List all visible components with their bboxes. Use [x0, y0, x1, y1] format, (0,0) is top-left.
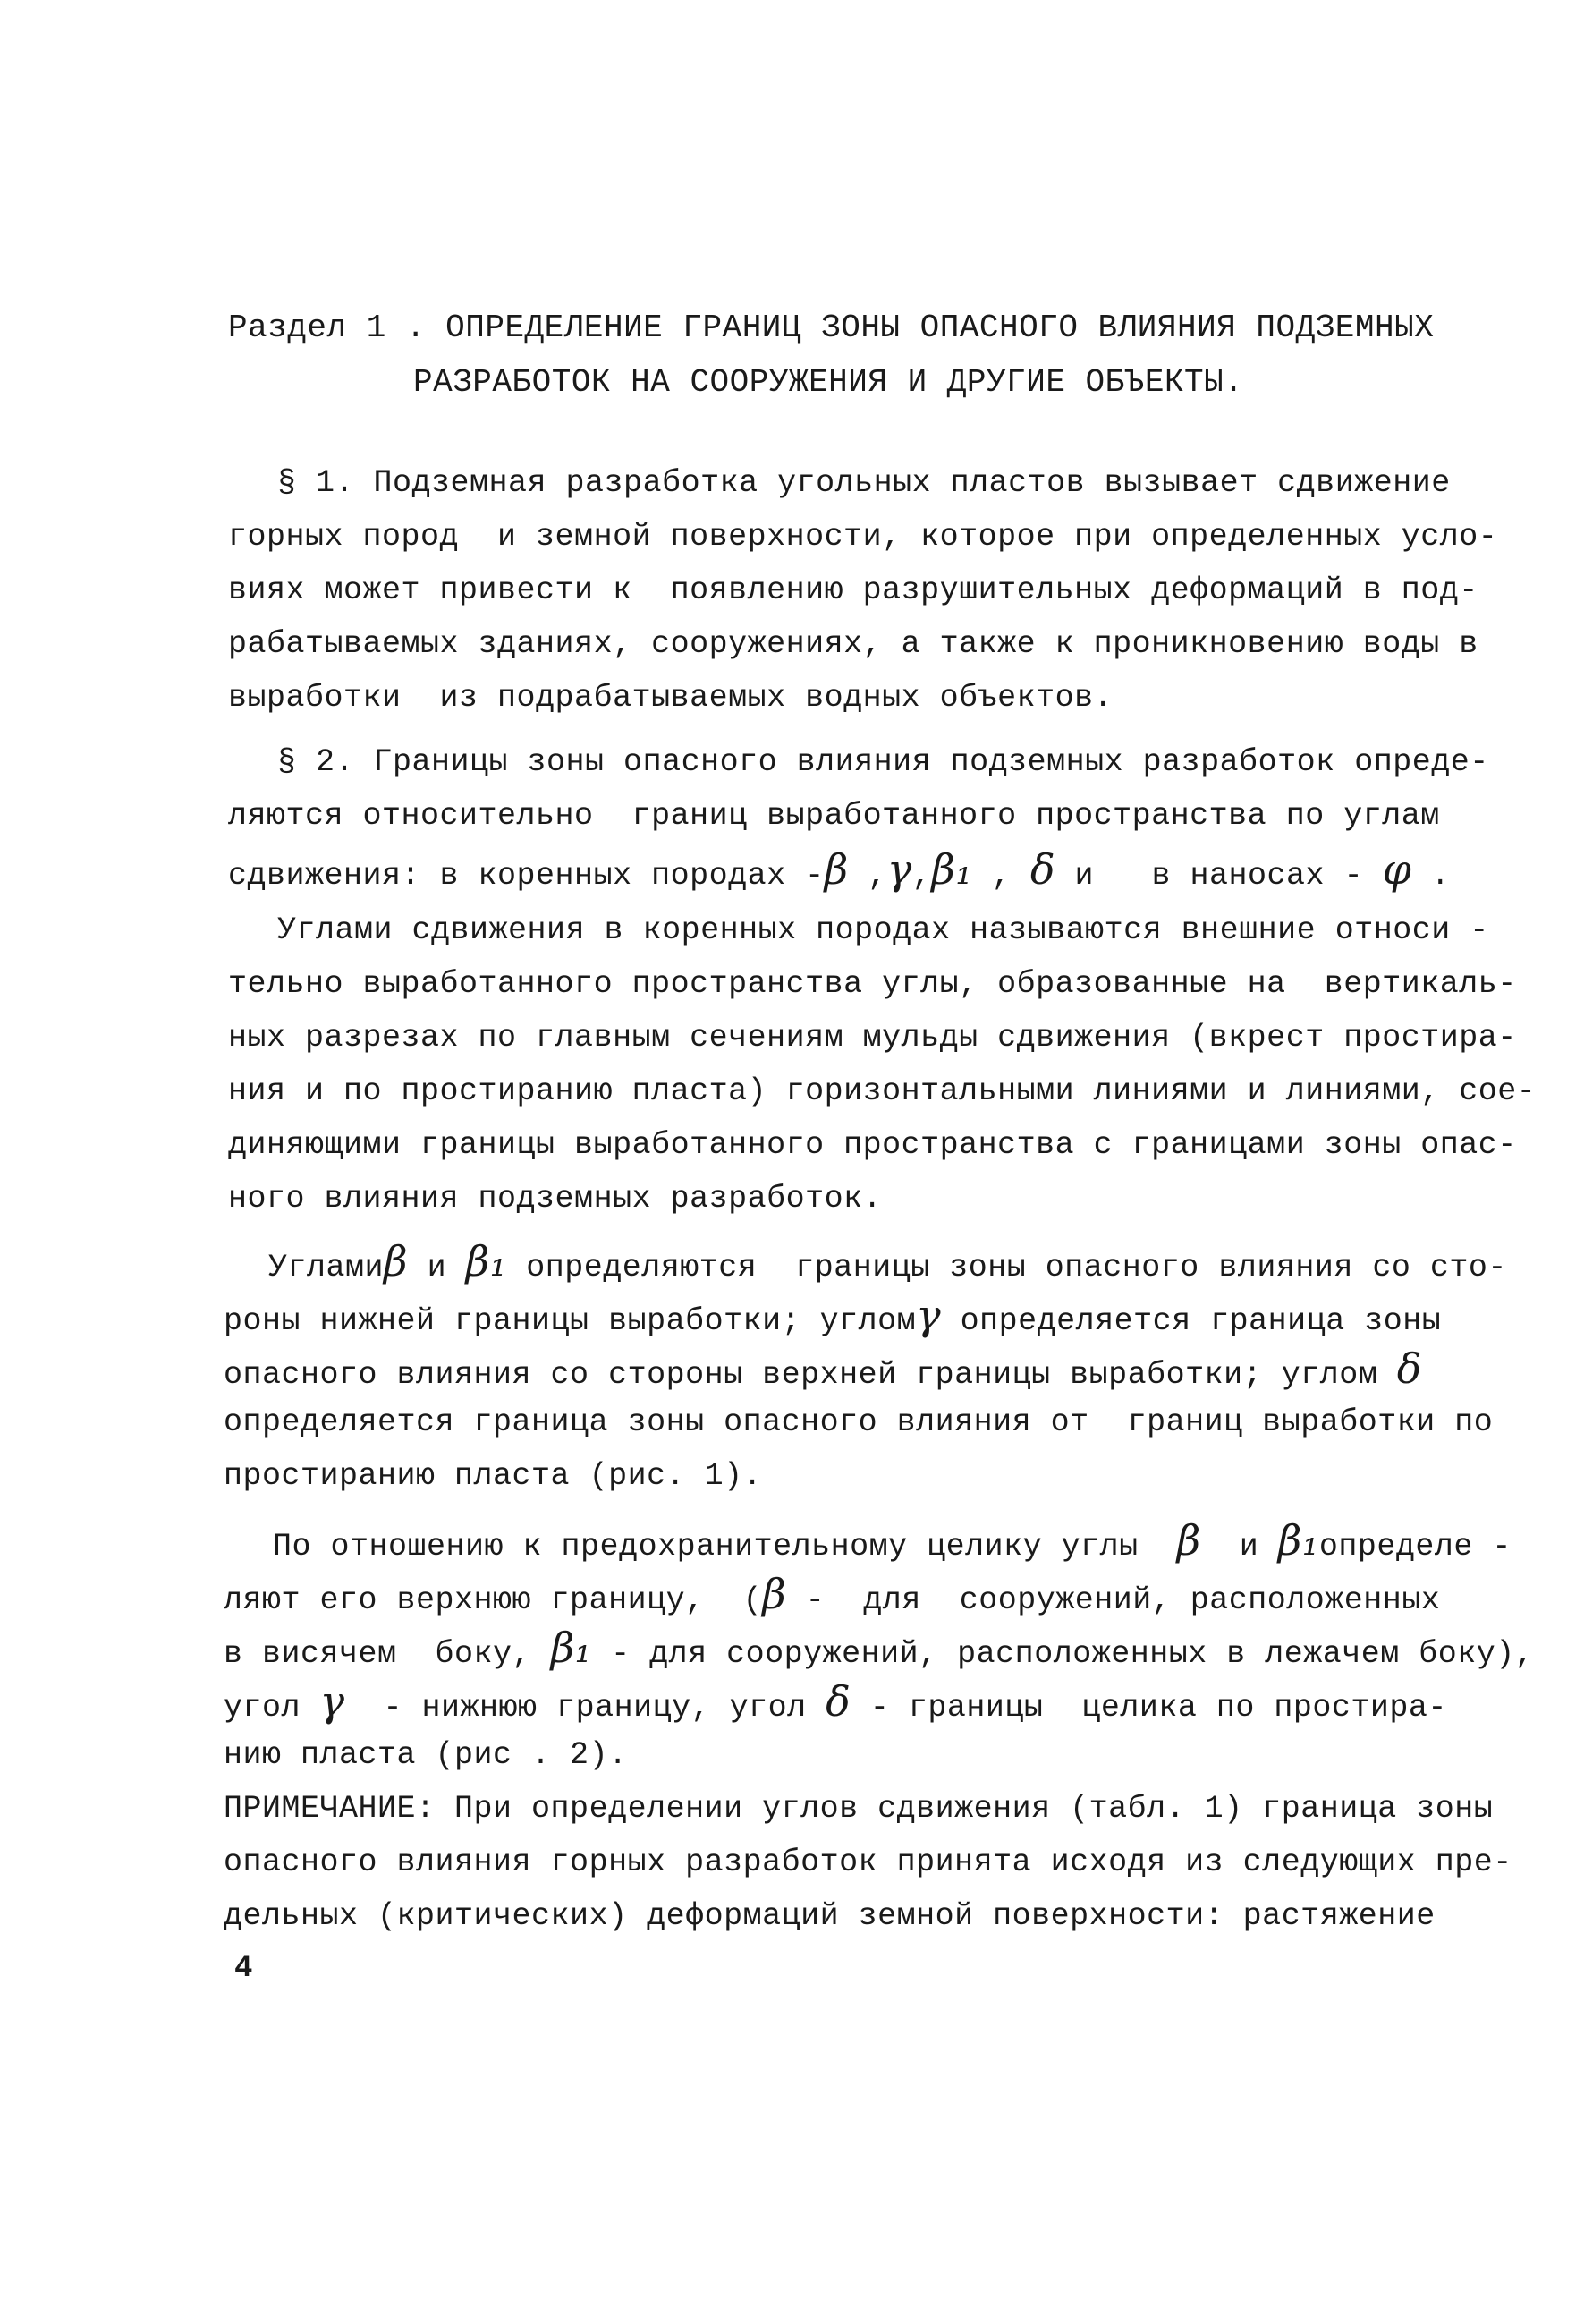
- para4-line: простиранию пласта (рис. 1).: [224, 1458, 763, 1494]
- beta-symbol: β: [1176, 1516, 1201, 1565]
- para3-line: ния и по простиранию пласта) горизонтальными линиями и линиями, сое-: [228, 1073, 1537, 1109]
- para2-line: § 2. Границы зоны опасного влияния подземных разработок опреде-: [277, 744, 1489, 780]
- gamma-symbol: γ: [916, 1291, 942, 1339]
- delta-symbol: δ: [826, 1677, 851, 1726]
- beta1-symbol: β₁: [550, 1624, 592, 1672]
- para5-line-with-symbols: [224, 1624, 1535, 1674]
- section-heading-line-1: Раздел 1 . ОПРЕДЕЛЕНИЕ ГРАНИЦ ЗОНЫ ОПАСНОГО ВЛИЯНИЯ ПОДЗЕМНЫХ: [228, 310, 1435, 346]
- delta-symbol: δ: [1396, 1344, 1422, 1393]
- para4-text: Углами: [268, 1250, 385, 1285]
- phi-symbol: φ: [1382, 845, 1412, 894]
- para4-line-with-symbols: [224, 1344, 1422, 1395]
- para5-line-with-symbols: [224, 1677, 1447, 1727]
- para3-line: тельно выработанного пространства углы, образованные на вертикаль-: [228, 966, 1517, 1002]
- para4-text: роны нижней границы выработки; углом: [224, 1303, 917, 1339]
- beta1-symbol: β₁: [931, 845, 973, 894]
- note-line: ПРИМЕЧАНИЕ: При определении углов сдвижения (табл. 1) граница зоны: [224, 1791, 1494, 1827]
- beta-symbol: β: [762, 1570, 787, 1618]
- para3-line: ного влияния подземных разработок.: [228, 1181, 883, 1217]
- para5-text: в висячем боку,: [224, 1636, 551, 1672]
- para4-text: определяются границы зоны опасного влияния со сто-: [506, 1250, 1507, 1285]
- para2-text: сдвижения: в коренных породах -: [228, 858, 825, 894]
- para5-line: нию пласта (рис . 2).: [224, 1737, 628, 1773]
- para5-text: угол: [224, 1690, 320, 1726]
- para4-line-with-symbols: [268, 1237, 1507, 1287]
- para5-text: По отношению к предохранительному целику углы: [273, 1529, 1177, 1565]
- beta1-symbol: β₁: [1277, 1516, 1319, 1565]
- para4-line: определяется граница зоны опасного влияния от границ выработки по: [224, 1404, 1494, 1440]
- beta-symbol: β: [384, 1237, 409, 1285]
- note-line: дельных (критических) деформаций земной поверхности: растяжение: [224, 1898, 1436, 1934]
- para3-line: ных разрезах по главным сечениям мульды сдвижения (вкрест простира-: [228, 1020, 1517, 1056]
- para5-text: ляют его верхнюю границу, (: [224, 1582, 763, 1618]
- para4-line-with-symbols: [224, 1291, 1442, 1341]
- separator: ,: [972, 858, 1012, 894]
- para5-text: - нижнюю границу, угол: [344, 1690, 826, 1726]
- para3-line: диняющими границы выработанного пространства с границами зоны опас-: [228, 1127, 1517, 1163]
- beta-symbol: β: [824, 845, 849, 894]
- para5-text: и: [1200, 1529, 1278, 1565]
- gamma-symbol: γ: [886, 845, 912, 894]
- delta-symbol: δ: [1029, 845, 1056, 894]
- para3-line: Углами сдвижения в коренных породах называются внешние относи -: [277, 912, 1489, 948]
- gamma-symbol: γ: [319, 1677, 345, 1726]
- para2-text: .: [1411, 858, 1451, 894]
- para5-text: - для сооружений, расположенных: [786, 1582, 1441, 1618]
- para1-line: рабатываемых зданиях, сооружениях, а также к проникновению воды в: [228, 626, 1478, 662]
- para2-line-with-symbols: [228, 845, 1451, 895]
- beta1-symbol: β₁: [465, 1237, 507, 1285]
- para5-text: определе -: [1318, 1529, 1512, 1565]
- para4-text: и: [408, 1250, 466, 1285]
- para5-text: - для сооружений, расположенных в лежачем боку),: [591, 1636, 1535, 1672]
- separator: ,: [911, 858, 932, 894]
- para4-text: опасного влияния со стороны верхней границы выработки; углом: [224, 1357, 1397, 1393]
- para2-text: и в наносах -: [1055, 858, 1383, 894]
- para1-line: виях может привести к появлению разрушительных деформаций в под-: [228, 573, 1478, 608]
- para5-line-with-symbols: [224, 1570, 1441, 1620]
- separator: ,: [848, 858, 887, 894]
- para4-text: определяется граница зоны: [941, 1303, 1442, 1339]
- section-heading-line-2: РАЗРАБОТОК НА СООРУЖЕНИЯ И ДРУГИЕ ОБЪЕКТЫ.: [413, 364, 1244, 401]
- para2-line: ляются относительно границ выработанного пространства по углам: [228, 798, 1440, 834]
- para1-line: выработки из подрабатываемых водных объектов.: [228, 680, 1114, 716]
- para1-line: § 1. Подземная разработка угольных пластов вызывает сдвижение: [277, 465, 1451, 501]
- para5-text: - границы целика по простира-: [851, 1690, 1447, 1726]
- note-line: опасного влияния горных разработок принята исходя из следующих пре-: [224, 1845, 1512, 1880]
- para1-line: горных пород и земной поверхности, которое при определенных усло-: [228, 519, 1498, 555]
- page-number: 4: [234, 1952, 253, 1986]
- para5-line-with-symbols: [273, 1516, 1512, 1566]
